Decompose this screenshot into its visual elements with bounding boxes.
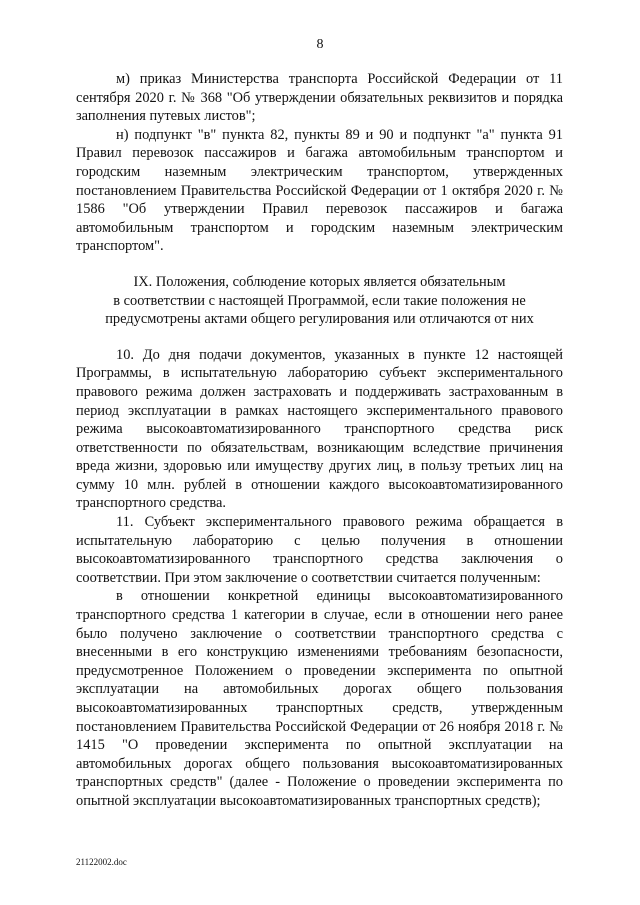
section-heading-line-1: IX. Положения, соблюдение которых является обязательным: [133, 273, 506, 290]
document-body: [76, 70, 563, 811]
paragraph-11-sub: в отношении конкретной единицы высокоавтоматизированного транспортного средства 1 категории в случае, если в отношении него ранее было получено заключение о соответствии транспортного средства с внесенными в его конструкцию изменениями требованиям безопасности, предусмотренное Положением о проведении эксперимента по опытной эксплуатации на автомобильных дорогах общего пользования высокоавтоматизированных транспортных средств, утвержденным постановлением Правительства Российской Федерации от 26 ноября 2018 г. № 1415 "О проведении эксперимента по опытной эксплуатации на автомобильных дорогах общего пользования высокоавтоматизированных транспортных средств" (далее - Положение о проведении эксперимента по опытной эксплуатации высокоавтоматизированных транспортных средств);: [76, 588, 563, 809]
section-heading: [76, 273, 563, 329]
list-item-n: н) подпункт "в" пункта 82, пункты 89 и 90 и подпункт "а" пункта 91 Правил перевозок пассажиров и багажа автомобильным транспортом и городским наземным электрическим транспортом, утвержденных постановлением Правительства Российской Федерации от 1 октября 2020 г. № 1586 "Об утверждении Правил перевозок пассажиров и багажа автомобильным транспортом и городским наземным электрическим транспортом".: [76, 126, 563, 255]
page-number: 8: [316, 37, 324, 52]
section-heading-line-3: предусмотрены актами общего регулирования или отличаются от них: [105, 311, 534, 328]
footer-filename: 21122002.doc: [76, 857, 127, 867]
paragraph-11: 11. Субъект экспериментального правового режима обращается в испытательную лабораторию с целью получения в отношении высокоавтоматизированного транспортного средства заключения о соответствии. При этом заключение о соответствии считается полученным:: [76, 514, 563, 586]
list-item-m: м) приказ Министерства транспорта Российской Федерации от 11 сентября 2020 г. № 368 "Об утверждении обязательных реквизитов и порядка заполнения путевых листов";: [76, 71, 563, 125]
section-heading-line-2: в соответствии с настоящей Программой, если такие положения не: [113, 292, 526, 309]
paragraph-10: 10. До дня подачи документов, указанных в пункте 12 настоящей Программы, в испытательную лабораторию субъект экспериментального правового режима должен застраховать и поддерживать застрахованным в период эксплуатации в рамках настоящего экспериментального правового режима высокоавтоматизированного транспортного средства риск ответственности по обязательствам, возникающим вследствие причинения вреда жизни, здоровью или имуществу других лиц, в пользу третьих лиц на сумму 10 млн. рублей в отношении каждого высокоавтоматизированного транспортного средства.: [76, 346, 563, 512]
